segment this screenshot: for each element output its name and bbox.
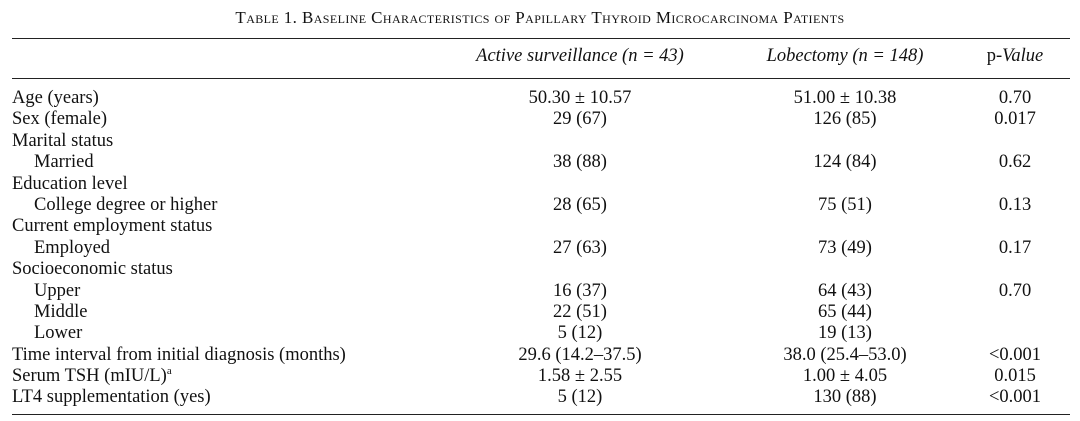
header-lobectomy: Lobectomy (n = 148) bbox=[766, 46, 924, 66]
row-label-text: Age (years) bbox=[12, 88, 99, 108]
cell-lobectomy: 1.00 ± 4.05 bbox=[802, 366, 888, 387]
row-label bbox=[34, 323, 82, 344]
cell-active-surveillance: 5 (12) bbox=[557, 323, 603, 344]
cell-active-surveillance: 29 (67) bbox=[553, 109, 607, 130]
row-label bbox=[34, 195, 217, 216]
cell-lobectomy: 65 (44) bbox=[818, 301, 872, 322]
row-label bbox=[12, 174, 128, 195]
table-row bbox=[0, 152, 1080, 173]
cell-active-surveillance: 5 (12) bbox=[557, 387, 603, 408]
cell-p-value: <0.001 bbox=[988, 387, 1042, 408]
row-label-text: Time interval from initial diagnosis (months) bbox=[12, 344, 346, 365]
table-row bbox=[0, 174, 1080, 195]
cell-lobectomy: 124 (84) bbox=[813, 152, 877, 173]
table-row bbox=[0, 345, 1080, 366]
cell-active-surveillance: 22 (51) bbox=[553, 301, 607, 322]
cell-lobectomy: 73 (49) bbox=[818, 237, 872, 258]
header-p-value-prefix: p- bbox=[986, 46, 1003, 66]
table-title: Table 1. Baseline Characteristics of Papillary Thyroid Microcarcinoma Patients bbox=[235, 8, 845, 27]
table-row bbox=[0, 259, 1080, 280]
row-label-text: Serum TSH (mIU/L) bbox=[12, 366, 167, 387]
header-active-surveillance: Active surveillance (n = 43) bbox=[476, 46, 684, 66]
row-label-text: Sex (female) bbox=[12, 109, 108, 130]
row-label-text: LT4 supplementation (yes) bbox=[12, 387, 211, 408]
row-label bbox=[34, 238, 110, 259]
row-label bbox=[12, 259, 173, 280]
cell-p-value: 0.017 bbox=[994, 109, 1036, 130]
table-row bbox=[0, 281, 1080, 302]
header-p-value bbox=[960, 46, 1070, 67]
cell-lobectomy: 75 (51) bbox=[818, 194, 872, 215]
table-row bbox=[0, 366, 1080, 387]
row-label bbox=[34, 152, 94, 173]
cell-p-value: 0.70 bbox=[998, 280, 1032, 301]
top-rule bbox=[12, 38, 1070, 39]
table-body bbox=[0, 88, 1080, 409]
row-label-text: Education level bbox=[12, 173, 128, 194]
cell-p-value: 0.17 bbox=[998, 237, 1032, 258]
footnote-marker: a bbox=[166, 365, 172, 378]
cell-lobectomy: 19 (13) bbox=[818, 323, 872, 344]
table-row bbox=[0, 88, 1080, 109]
cell-active-surveillance: 28 (65) bbox=[553, 194, 607, 215]
cell-lobectomy: 126 (85) bbox=[813, 109, 877, 130]
cell-active-surveillance: 29.6 (14.2–37.5) bbox=[518, 344, 642, 365]
row-label-text: Lower bbox=[34, 323, 83, 344]
row-label-text: Middle bbox=[34, 301, 88, 322]
cell-lobectomy: 64 (43) bbox=[818, 280, 872, 301]
cell-active-surveillance: 38 (88) bbox=[553, 152, 607, 173]
table-row bbox=[0, 238, 1080, 259]
table-row bbox=[0, 323, 1080, 344]
row-label-text: Married bbox=[34, 152, 94, 173]
cell-active-surveillance: 50.30 ± 10.57 bbox=[528, 88, 632, 108]
table-row bbox=[0, 302, 1080, 323]
row-label bbox=[12, 216, 212, 237]
header-p-value-italic: Value bbox=[1002, 46, 1044, 66]
row-label bbox=[12, 109, 107, 130]
cell-lobectomy: 51.00 ± 10.38 bbox=[793, 88, 897, 108]
table-row bbox=[0, 387, 1080, 408]
cell-active-surveillance: 1.58 ± 2.55 bbox=[537, 366, 623, 387]
row-label bbox=[12, 88, 99, 109]
cell-lobectomy: 38.0 (25.4–53.0) bbox=[783, 344, 907, 365]
row-label-text: Marital status bbox=[12, 130, 114, 151]
row-label bbox=[12, 387, 211, 408]
row-label-text: Socioeconomic status bbox=[12, 259, 173, 280]
row-label-text: Current employment status bbox=[12, 216, 213, 237]
row-label bbox=[12, 366, 172, 387]
row-label-text: Employed bbox=[34, 237, 111, 258]
cell-p-value: 0.015 bbox=[994, 366, 1036, 387]
cell-active-surveillance: 27 (63) bbox=[553, 237, 607, 258]
cell-lobectomy: 130 (88) bbox=[813, 387, 877, 408]
cell-p-value: <0.001 bbox=[988, 344, 1042, 365]
row-label bbox=[34, 281, 80, 302]
cell-p-value: 0.13 bbox=[998, 194, 1032, 215]
table-row bbox=[0, 131, 1080, 152]
table-row bbox=[0, 216, 1080, 237]
row-label bbox=[12, 131, 113, 152]
row-label-text: College degree or higher bbox=[34, 194, 218, 215]
row-label bbox=[34, 302, 87, 323]
table-row bbox=[0, 195, 1080, 216]
table-row bbox=[0, 109, 1080, 130]
header-rule bbox=[12, 78, 1070, 79]
row-label-text: Upper bbox=[34, 280, 81, 301]
cell-p-value: 0.70 bbox=[998, 88, 1032, 108]
cell-active-surveillance: 16 (37) bbox=[553, 280, 607, 301]
cell-p-value: 0.62 bbox=[998, 152, 1032, 173]
row-label bbox=[12, 345, 346, 366]
bottom-rule bbox=[12, 414, 1070, 415]
